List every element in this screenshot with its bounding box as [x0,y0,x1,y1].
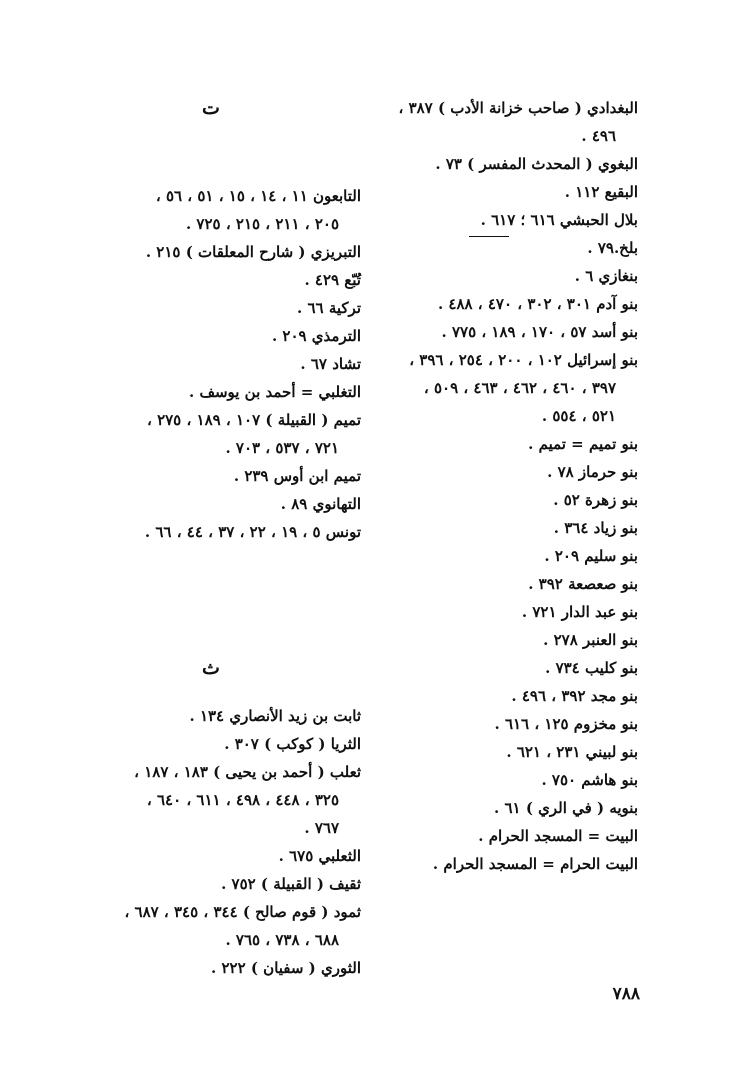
index-entry: تشاد ٦٧ . [300,355,361,373]
index-entry-continuation: ٧٦٧ . [304,819,339,837]
index-column-left [71,94,361,982]
index-entry: بنو مخزوم ١٢٥ ، ٦١٦ . [494,715,638,733]
index-entry: بنو آدم ٣٠١ ، ٣٠٢ ، ٤٧٠ ، ٤٨٨ . [437,295,638,313]
index-entry: بنو صعصعة ٣٩٢ . [528,575,638,593]
index-entry-continuation: ٧٢١ ، ٥٣٧ ، ٧٠٣ . [225,439,339,457]
section-tha-entries [71,702,361,982]
index-entry: بلال الحبشي ٦١٦ ؛ ٦١٧ . [480,211,638,229]
index-entry: بنو لبيني ٢٣١ ، ٦٢١ . [506,743,638,761]
index-entry: تميم ( القبيلة ) ١٠٧ ، ١٨٩ ، ٢٧٥ ، [146,411,361,429]
index-entry: بنو حرماز ٧٨ . [547,463,638,481]
index-entry: تونس ٥ ، ١٩ ، ٢٢ ، ٣٧ ، ٤٤ ، ٦٦ . [144,523,361,541]
index-entry-continuation: ٢٠٥ ، ٢١١ ، ٢١٥ ، ٧٢٥ . [185,215,339,233]
index-entry: تركية ٦٦ . [297,299,361,317]
page-number: ٧٨٨ [612,984,640,1004]
index-entry: ثابت بن زيد الأنصاري ١٣٤ . [189,707,361,725]
index-entry: بنو سليم ٢٠٩ . [544,547,638,565]
index-entry: بنو تميم = تميم . [528,435,638,453]
index-entry-continuation: ٥٢١ ، ٥٥٤ . [541,407,616,425]
index-entry-continuation: ٣٩٧ ، ٤٦٠ ، ٤٦٢ ، ٤٦٣ ، ٥٠٩ ، [423,379,616,397]
index-entry: البقيع ١١٢ . [564,183,638,201]
index-entry: البيت الحرام = المسجد الحرام . [432,855,638,873]
index-entry-continuation: ٣٢٥ ، ٤٤٨ ، ٤٩٨ ، ٦١١ ، ٦٤٠ ، [146,791,339,809]
index-entry: تميم ابن أوس ٢٣٩ . [233,467,361,485]
index-column-right [358,94,638,878]
index-entry: ثمود ( قوم صالح ) ٣٤٤ ، ٣٤٥ ، ٦٨٧ ، [124,903,361,921]
index-entry: الثعلبي ٦٧٥ . [278,847,361,865]
index-entry: بنو إسرائيل ١٠٢ ، ٢٠٠ ، ٢٥٤ ، ٣٩٦ ، [409,351,638,369]
index-entry: بلخ.٧٩ . [587,239,638,257]
index-entry: البغدادي ( صاحب خزانة الأدب ) ٣٨٧ ، [398,99,638,117]
index-entry: البيت = المسجد الحرام . [478,827,638,845]
index-entry: بنو زهرة ٥٢ . [553,491,638,509]
index-entry: البغوي ( المحدث المفسر ) ٧٣ . [435,155,638,173]
index-entry-continuation: ٤٩٦ . [581,127,616,145]
index-entry: الترمذي ٢٠٩ . [271,327,361,345]
underline-mark [469,236,509,237]
index-entry: ثقيف ( القبيلة ) ٧٥٢ . [221,875,361,893]
index-entry-continuation: ٦٨٨ ، ٧٣٨ ، ٧٦٥ . [225,931,339,949]
index-entry: التغلبي = أحمد بن يوسف . [189,383,361,401]
section-letter-ta: ت [202,97,220,119]
index-entry: التهانوي ٨٩ . [280,495,361,513]
index-entry: بنو مجد ٣٩٢ ، ٤٩٦ . [511,687,638,705]
index-entry: الثوري ( سفيان ) ٢٢٢ . [211,959,361,977]
index-entry: تُبّع ٤٢٩ . [304,271,361,289]
index-entry: بنويه ( في الري ) ٦١ . [494,799,638,817]
index-entry: الثريا ( كوكب ) ٣٠٧ . [224,735,361,753]
index-entry: التابعون ١١ ، ١٤ ، ١٥ ، ٥١ ، ٥٦ ، [155,187,361,205]
index-entry: بنو زياد ٣٦٤ . [553,519,638,537]
section-ta-entries [71,182,361,546]
index-entry: بنو عبد الدار ٧٢١ . [521,603,638,621]
index-entry: بنو كليب ٧٣٤ . [545,659,638,677]
index-entry: ثعلب ( أحمد بن يحيى ) ١٨٣ ، ١٨٧ ، [134,763,361,781]
index-entry: بنغازي ٦ . [574,267,638,285]
index-entry: بنو أسد ٥٧ ، ١٧٠ ، ١٨٩ ، ٧٧٥ . [441,323,638,341]
index-entry: بنو العنبر ٢٧٨ . [543,631,638,649]
index-entry: التبريزي ( شارح المعلقات ) ٢١٥ . [145,243,361,261]
section-letter-tha: ث [202,657,220,679]
index-entry: بنو هاشم ٧٥٠ . [541,771,638,789]
